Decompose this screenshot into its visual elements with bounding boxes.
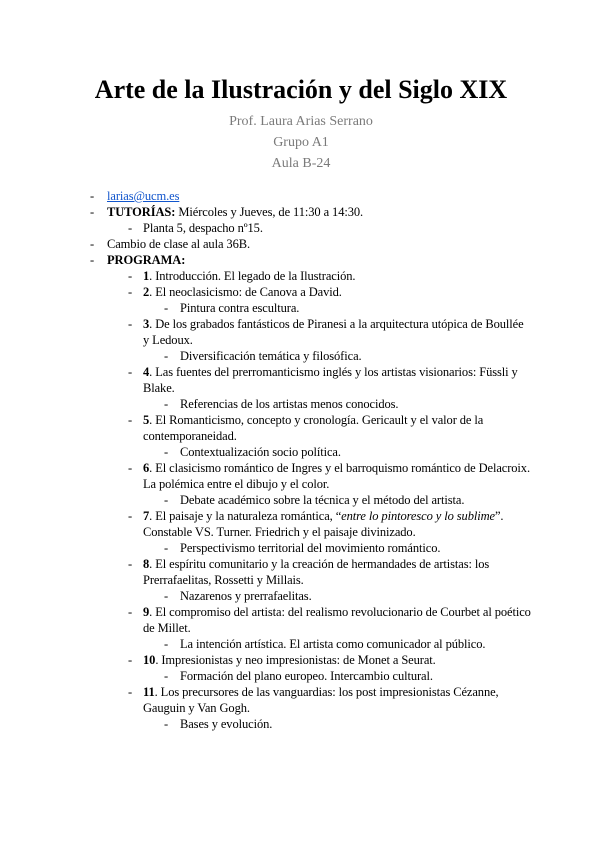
programa-topic	[90, 508, 532, 540]
topic-text: . El espíritu comunitario y la creación de hermandades de artistas: los Prerrafaelitas, Rossetti y Millais.	[143, 557, 490, 587]
bullet-dash: -	[128, 365, 133, 379]
bullet-dash: -	[164, 493, 169, 507]
room-name: Aula B-24	[271, 156, 331, 171]
programa-subtopic	[90, 396, 532, 412]
topic-text: . El neoclasicismo: de Canova a David.	[149, 285, 342, 299]
programa-topic	[90, 412, 532, 444]
bullet-dash: -	[164, 637, 169, 651]
topic-number: 5	[143, 413, 150, 427]
programa-subtopic	[90, 348, 532, 364]
subtopic-text: Referencias de los artistas menos conocidos.	[180, 397, 399, 411]
subtopic-text: Contextualización socio política.	[180, 445, 341, 459]
topic-text: . El compromiso del artista: del realismo revolucionario de Courbet al poético de Millet.	[143, 605, 531, 635]
programa-subtopic	[90, 636, 532, 652]
programa-subtopic	[90, 444, 532, 460]
bullet-dash: -	[90, 253, 95, 267]
tutorias-location: Planta 5, despacho nº15.	[143, 221, 263, 235]
topic-number: 10	[143, 653, 156, 667]
topic-text: . Las fuentes del prerromanticismo inglés y los artistas visionarios: Füssli y Blake.	[143, 365, 518, 395]
subtopic-text: La intención artística. El artista como comunicador al público.	[180, 637, 486, 651]
programa-subtopic	[90, 492, 532, 508]
programa-topic	[90, 684, 532, 716]
programa-subtopic	[90, 716, 532, 732]
bullet-dash: -	[128, 557, 133, 571]
subtopic-text: Bases y evolución.	[180, 717, 273, 731]
list-item-email	[90, 188, 532, 204]
bullet-dash: -	[128, 685, 133, 699]
syllabus-list	[90, 188, 532, 732]
topic-number: 9	[143, 605, 150, 619]
bullet-dash: -	[90, 205, 95, 219]
topic-text: . Los precursores de las vanguardias: los post impresionistas Cézanne, Gauguin y Van Gogh.	[143, 685, 499, 715]
cambio-text: Cambio de clase al aula 36B.	[107, 237, 250, 251]
topic-number: 6	[143, 461, 150, 475]
document-title: Arte de la Ilustración y del Siglo XIX	[94, 75, 508, 104]
bullet-dash: -	[164, 669, 169, 683]
bullet-dash: -	[164, 445, 169, 459]
programa-topic	[90, 460, 532, 492]
programa-subtopic	[90, 588, 532, 604]
topic-text-italic: entre lo pintoresco y lo sublime	[341, 509, 495, 523]
group-name: Grupo A1	[273, 135, 329, 150]
bullet-dash: -	[164, 717, 169, 731]
bullet-dash: -	[90, 237, 95, 251]
email-link[interactable]: larias@ucm.es	[107, 189, 180, 203]
subtopic-text: Debate académico sobre la técnica y el método del artista.	[180, 493, 465, 507]
programa-subtopic	[90, 668, 532, 684]
topic-number: 11	[143, 685, 155, 699]
bullet-dash: -	[128, 653, 133, 667]
list-item-cambio	[90, 236, 532, 252]
topic-text: . Impresionistas y neo impresionistas: de Monet a Seurat.	[155, 653, 436, 667]
programa-topic	[90, 556, 532, 588]
professor-name: Prof. Laura Arias Serrano	[229, 114, 373, 129]
bullet-dash: -	[128, 285, 133, 299]
bullet-dash: -	[128, 221, 133, 235]
subtopic-text: Perspectivismo territorial del movimiento romántico.	[180, 541, 441, 555]
topic-text: . El clasicismo romántico de Ingres y el barroquismo romántico de Delacroix. La polémica entre el dibujo y el color.	[143, 461, 530, 491]
bullet-dash: -	[128, 269, 133, 283]
topic-text: . Introducción. El legado de la Ilustración.	[149, 269, 356, 283]
list-item-programa	[90, 252, 532, 268]
topic-text: . El Romanticismo, concepto y cronología. Gericault y el valor de la contemporaneidad.	[143, 413, 484, 443]
tutorias-label: TUTORÍAS:	[107, 205, 176, 219]
bullet-dash: -	[164, 541, 169, 555]
course-info	[70, 111, 532, 174]
bullet-dash: -	[164, 301, 169, 315]
programa-topic	[90, 268, 532, 284]
subtopic-text: Formación del plano europeo. Intercambio cultural.	[180, 669, 433, 683]
bullet-dash: -	[128, 461, 133, 475]
bullet-dash: -	[128, 605, 133, 619]
programa-topic	[90, 652, 532, 668]
programa-label: PROGRAMA:	[107, 253, 186, 267]
topic-text-b: ”. Constable VS. Turner. Friedrich y el paisaje divinizado.	[143, 509, 504, 539]
bullet-dash: -	[164, 589, 169, 603]
topic-number: 1	[143, 269, 150, 283]
programa-topic	[90, 604, 532, 636]
topic-number: 7	[143, 509, 150, 523]
subtopic-text: Nazarenos y prerrafaelitas.	[180, 589, 312, 603]
topic-number: 4	[143, 365, 150, 379]
bullet-dash: -	[90, 189, 95, 203]
programa-topic	[90, 364, 532, 396]
bullet-dash: -	[128, 317, 133, 331]
programa-subtopic	[90, 540, 532, 556]
programa-topic	[90, 316, 532, 348]
topic-number: 8	[143, 557, 150, 571]
tutorias-text: Miércoles y Jueves, de 11:30 a 14:30.	[175, 205, 364, 219]
list-item-tutorias-sub	[90, 220, 532, 236]
topic-text: . De los grabados fantásticos de Piranesi a la arquitectura utópica de Boullée y Ledoux.	[143, 317, 524, 347]
list-item-tutorias	[90, 204, 532, 220]
bullet-dash: -	[164, 349, 169, 363]
subtopic-text: Pintura contra escultura.	[180, 301, 300, 315]
programa-topic	[90, 284, 532, 300]
bullet-dash: -	[128, 413, 133, 427]
topic-number: 3	[143, 317, 150, 331]
topic-number: 2	[143, 285, 150, 299]
bullet-dash: -	[164, 397, 169, 411]
bullet-dash: -	[128, 509, 133, 523]
subtopic-text: Diversificación temática y filosófica.	[180, 349, 362, 363]
programa-subtopic	[90, 300, 532, 316]
topic-text-a: . El paisaje y la naturaleza romántica, “	[149, 509, 342, 523]
